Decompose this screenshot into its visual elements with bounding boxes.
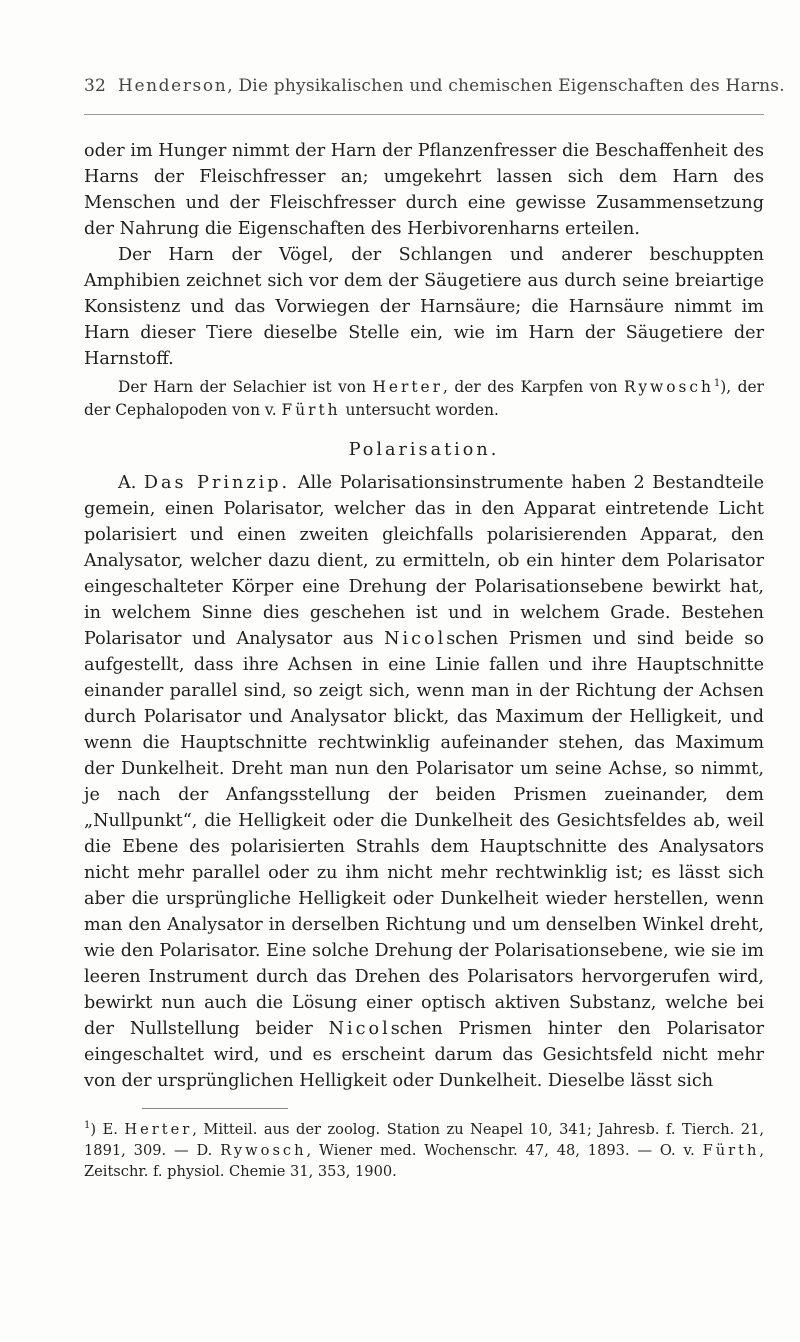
section-heading: Polarisation. [348,440,500,460]
principle-text-2: schen Prismen und sind beide so aufgestellt, dass ihre Achsen in eine Linie fallen und ihre Hauptschnitte einander parallel sind, so zeigt sich, wenn man in der Richtung der Achsen durch Polarisator und Analysator blickt, das Maximum der Helligkeit, und wenn die Hauptschnitte rechtwinklig aufeinander stehen, das Maximum der Dunkelheit. Dreht man nun den Polarisator um seine Achse, so nimmt, je nach der Anfangsstellung der beiden Prismen zueinander, dem „Nullpunkt“, die Helligkeit oder die Dunkelheit des Gesichtsfeldes ab, weil die Ebene des polarisierten Strahls dem Hauptschnitte des Analysators nicht mehr parallel oder zu ihm nicht mehr rechtwinklig ist; es lässt sich aber die ursprüngliche Helligkeit oder Dunkelheit wieder herstellen, wenn man den Analysator in derselben Richtung und um denselben Winkel dreht, wie den Polarisator. Eine solche Drehung der Polarisationsebene, wie sie im leeren Instrument durch das Drehen des Polarisators hervorgerufen wird, bewirkt nun auch die Lösung einer optisch aktiven Substanz, welche bei der Nullstellung beider [84,629,764,1039]
footnote-furth: Fürth [702,1142,760,1159]
footnote-marker: 1 [84,1120,91,1132]
paragraph-selachier [84,376,764,422]
principle-text-1: Alle Polarisationsinstrumente haben 2 Bestandteile gemein, einen Polarisator, welcher das in den Apparat eintretende Licht polarisiert und einen zweiten gleichfalls polarisierenden Apparat, den Analysator, welcher dazu dient, zu ermitteln, ob ein hinter dem Polarisator eingeschalteter Körper eine Drehung der Polarisationsebene bewirkt hat, in welchem Sinne dies geschehen ist und in welchem Grade. Bestehen Polarisator und Analysator aus [84,473,764,649]
paragraph-principle [84,470,764,1094]
small-text-3: ), der der Cephalopoden von v. [84,378,765,419]
footnote-text-2: , Mitteil. aus der zoolog. Station zu Neapel 10, 341; Jahresb. f. Tierch. 21, 1891, 309. — D. [84,1121,764,1159]
footnote-text-1: ) E. [90,1121,125,1138]
name-nicol-1: Nicol [384,629,447,649]
footnote-rywosch: Rywosch [220,1142,307,1159]
paragraph-birds-snakes: Der Harn der Vögel, der Schlangen und anderer beschuppten Amphibien zeichnet sich vor dem der Säugetiere aus durch seine breiartige Konsistenz und das Vorwiegen der Harnsäure; die Harnsäure nimmt im Harn dieser Tiere dieselbe Stelle ein, wie im Harn der Säugetiere der Harnstoff. [84,245,764,369]
principle-label: A. [118,473,144,493]
page-body [84,138,764,1182]
principle-title: Das Prinzip. [143,473,291,493]
name-rywosch: Rywosch [624,378,714,396]
page-number: 32 [84,76,107,96]
header-author: Henderson [118,76,228,96]
paragraph-hunger: oder im Hunger nimmt der Harn der Pflanzenfresser die Beschaffenheit des Harns der Fleischfresser an; umgekehrt lassen sich dem Harn des Menschen und der Fleischfresser durch eine gewisse Zusammensetzung der Nahrung die Eigenschaften des Herbivorenharns erteilen. [84,141,764,239]
footnote-rule [142,1108,288,1109]
name-herter: Herter [372,378,444,396]
small-text-2: , der des Karpfen von [443,378,625,396]
name-nicol-2: Nicol [328,1019,391,1039]
small-text-4: untersucht worden. [340,401,499,419]
footnote-text-3: , Wiener med. Wochenschr. 47, 48, 1893. — O. v. [306,1142,703,1159]
header-title: , Die physikalischen und chemischen Eigenschaften des Harns. [227,76,785,96]
footnote-herter: Herter [124,1121,193,1138]
running-header [84,76,785,96]
footnote-ref: 1 [713,377,721,389]
principle-text-3: schen Prismen hinter den Polarisator eingeschaltet wird, und es erscheint darum das Gesichtsfeld nicht mehr von der ursprünglichen Helligkeit oder Dunkelheit. Dieselbe lässt sich [84,1019,765,1091]
small-text-1: Der Harn der Selachier ist von [118,378,373,396]
footnote [84,1119,764,1182]
footnote-text-4: , Zeitschr. f. physiol. Chemie 31, 353, 1900. [84,1142,764,1180]
name-furth: Fürth [281,401,341,419]
header-rule [84,114,764,115]
